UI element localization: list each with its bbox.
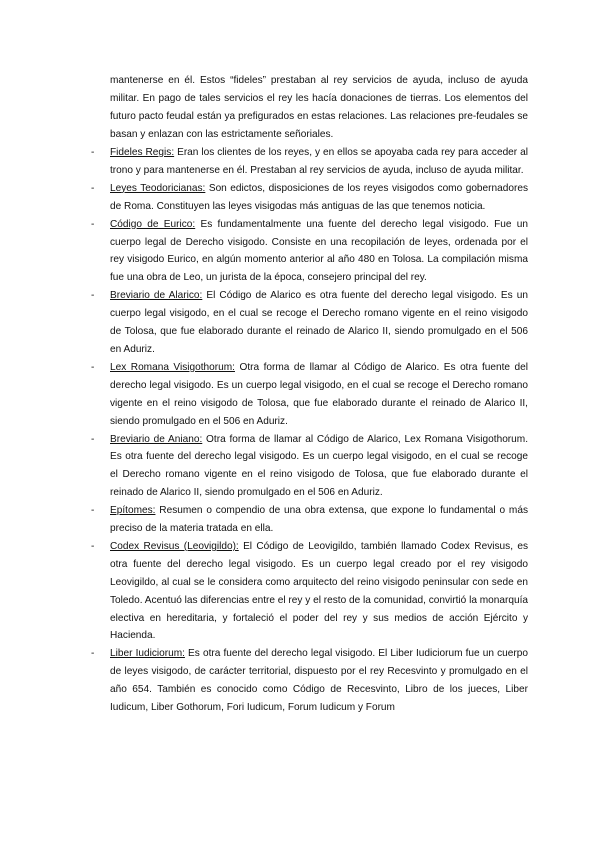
bullet-dash: -: [91, 182, 95, 194]
definition-list: [91, 144, 528, 717]
term-fideles-regis: Fideles Regis:: [110, 147, 175, 158]
term-breviario-de-alarico: Breviario de Alarico:: [110, 290, 203, 302]
definition-text: Son edictos, disposiciones de los reyes visigodos como gobernadores de Roma. Constituyen las leyes visigodas más antiguas de las que tenemos noticia.: [110, 182, 528, 212]
list-item: [91, 538, 528, 645]
term-lex-romana-visigothorum: Lex Romana Visigothorum:: [110, 361, 235, 373]
list-item: [91, 287, 528, 359]
definition-text: Es otra fuente del derecho legal visigodo. El Liber Iudiciorum fue un cuerpo de leyes visigodo, de carácter territorial, dispuesto por el rey Recesvinto y promulgado en el año 654. También es conocido como Código de Recesvinto, Libro de los jueces, Liber Iudicum, Liber Gothorum, Fori Iudicum, Forum Iudicum y Forum: [110, 648, 528, 714]
list-item: [91, 431, 528, 503]
definition-text: Es fundamentalmente una fuente del derecho legal visigodo. Fue un cuerpo legal de Derecho visigodo. Consiste en una recopilación de leyes, ordenada por el rey visigodo Eurico, en algún momento anterior al año 480 en Tolosa. La compilación misma fue una obra de Leo, un jurista de la época, consejero principal del rey.: [110, 218, 528, 284]
term-codigo-de-eurico: Código de Eurico:: [110, 218, 196, 230]
list-item: [91, 359, 528, 431]
definition-text: Otra forma de llamar al Código de Alarico. Es otra fuente del derecho legal visigodo. Es un cuerpo legal visigodo, en el cual se recoge el Derecho romano vigente en el reino visigodo de Tolosa, que fue elaborado durante el reinado de Alarico II, siendo promulgado en el 506 en Aduriz.: [110, 361, 528, 427]
bullet-dash: -: [91, 218, 95, 230]
list-item: [91, 645, 528, 717]
bullet-dash: -: [91, 361, 95, 373]
intro-paragraph: mantenerse en él. Estos “fideles” prestaban al rey servicios de ayuda, incluso de ayuda militar. En pago de tales servicios el rey les hacía donaciones de tierras. Los elementos del futuro pacto feudal están ya prefigurados en estas relaciones. Las relaciones pre-feudales se basan y enlazan con las estrictamente señoriales.: [110, 75, 528, 140]
term-breviario-de-aniano: Breviario de Aniano:: [110, 433, 203, 445]
list-item: [91, 180, 528, 216]
bullet-dash: -: [91, 290, 95, 302]
bullet-dash: -: [91, 540, 95, 552]
bullet-dash: -: [91, 505, 95, 517]
term-liber-iudiciorum: Liber Iudiciorum:: [110, 648, 185, 660]
bullet-dash: -: [91, 147, 95, 158]
list-item: [91, 502, 528, 538]
definition-text: Resumen o compendio de una obra extensa, que expone lo fundamental o más preciso de la materia tratada en ella.: [110, 505, 528, 535]
term-leyes-teodoricianas: Leyes Teodoricianas:: [110, 182, 206, 194]
definition-text: Eran los clientes de los reyes, y en ellos se apoyaba cada rey para acceder al trono y para mantenerse en él. Prestaban al rey servicios de ayuda, incluso de ayuda militar.: [110, 147, 528, 176]
list-item: [91, 216, 528, 288]
definition-text: El Código de Alarico es otra fuente del derecho legal visigodo. Es un cuerpo legal visigodo, en el cual se recoge el Derecho romano vigente en el reino visigodo de Tolosa, que fue elaborado durante el reinado de Alarico II, siendo promulgado en el 506 en Aduriz.: [110, 290, 528, 355]
definition-text: Otra forma de llamar al Código de Alarico, Lex Romana Visigothorum. Es otra fuente del derecho legal visigodo. Es un cuerpo legal visigodo, en el cual se recoge el Derecho romano vigente en el reino visigodo de Tolosa, que fue elaborado durante el reinado de Alarico II, siendo promulgado en el 506 en Aduriz.: [110, 433, 528, 499]
term-epitomes: Epítomes:: [110, 505, 156, 517]
list-item: [91, 144, 528, 180]
definition-text: El Código de Leovigildo, también llamado Codex Revisus, es otra fuente del derecho legal visigodo. Es un cuerpo legal creado por el rey visigodo Leovigildo, al cual se le considera como arquitecto del reino visigodo peninsular con sede en Toledo. Acentuó las diferencias entre el rey y el resto de la comunidad, convirtió la monarquía electiva en hereditaria, y fortaleció el poder del rey y sus medios de acción Ejército y Hacienda.: [110, 540, 529, 642]
bullet-dash: -: [91, 433, 95, 445]
bullet-dash: -: [91, 648, 95, 660]
term-codex-revisus: Codex Revisus (Leovigildo):: [110, 540, 239, 552]
